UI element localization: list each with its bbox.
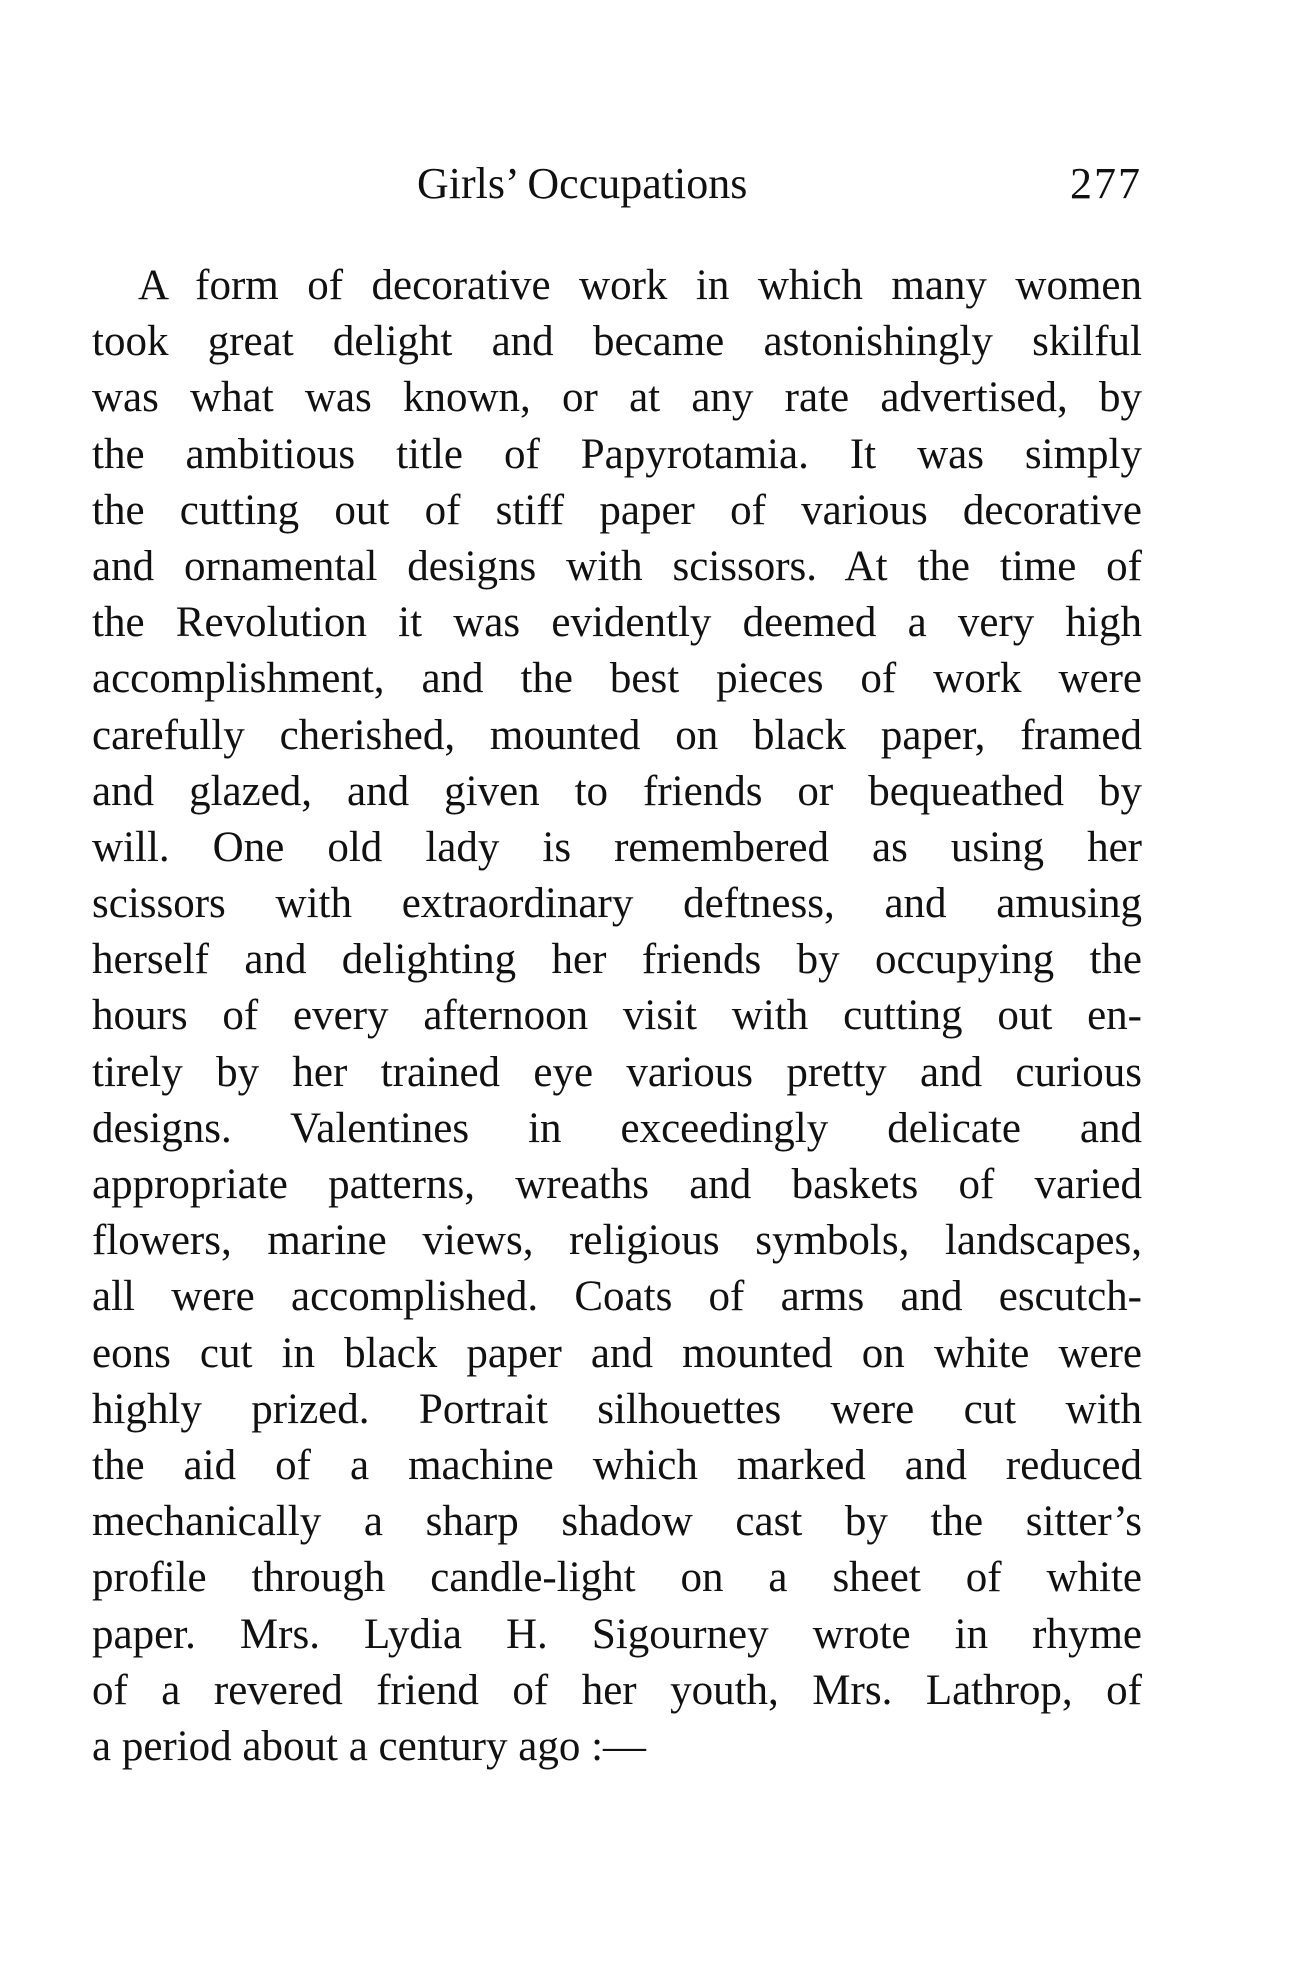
running-head	[92, 158, 1142, 218]
text-line: A form of decorative work in which many women	[138, 262, 1142, 309]
text-line: paper. Mrs. Lydia H. Sigourney wrote in rhyme	[92, 1610, 1142, 1658]
page-number: 277	[1070, 159, 1142, 208]
text-line: hours of every afternoon visit with cutting out en-	[92, 992, 1142, 1040]
text-line: the cutting out of stiff paper of various decorative	[92, 486, 1142, 534]
text-line: flowers, marine views, religious symbols, landscapes,	[92, 1217, 1142, 1265]
text-line: of a revered friend of her youth, Mrs. Lathrop, of	[92, 1666, 1142, 1714]
text-line: tirely by her trained eye various pretty and curious	[92, 1048, 1142, 1096]
text-line: scissors with extraordinary deftness, and amusing	[92, 880, 1142, 928]
text-line: took great delight and became astonishingly skilful	[92, 318, 1142, 366]
text-line: profile through candle-light on a sheet of white	[92, 1554, 1142, 1602]
running-title: Girls’ Occupations	[417, 159, 748, 208]
text-line: will. One old lady is remembered as using her	[92, 823, 1142, 871]
text-line: mechanically a sharp shadow cast by the sitter’s	[92, 1498, 1142, 1546]
text-line: all were accomplished. Coats of arms and escutch-	[92, 1273, 1142, 1321]
text-line: the Revolution it was evidently deemed a very high	[92, 599, 1142, 647]
text-line: appropriate patterns, wreaths and baskets of varied	[92, 1161, 1142, 1208]
text-line: a period about a century ago :—	[92, 1722, 647, 1770]
text-line: accomplishment, and the best pieces of work were	[92, 655, 1142, 703]
text-line: the ambitious title of Papyrotamia. It was simply	[92, 430, 1142, 478]
text-line: was what was known, or at any rate advertised, by	[92, 374, 1142, 422]
text-line: the aid of a machine which marked and reduced	[92, 1441, 1142, 1489]
text-line: carefully cherished, mounted on black paper, framed	[92, 711, 1142, 759]
text-line: designs. Valentines in exceedingly delicate and	[92, 1104, 1142, 1152]
text-line: highly prized. Portrait silhouettes were cut with	[92, 1385, 1142, 1433]
text-line: and ornamental designs with scissors. At the time of	[92, 542, 1142, 590]
text-line: herself and delighting her friends by occupying the	[92, 936, 1142, 984]
text-line: eons cut in black paper and mounted on white were	[92, 1329, 1142, 1377]
body-paragraph	[92, 258, 1142, 1775]
text-line: and glazed, and given to friends or bequeathed by	[92, 767, 1142, 815]
